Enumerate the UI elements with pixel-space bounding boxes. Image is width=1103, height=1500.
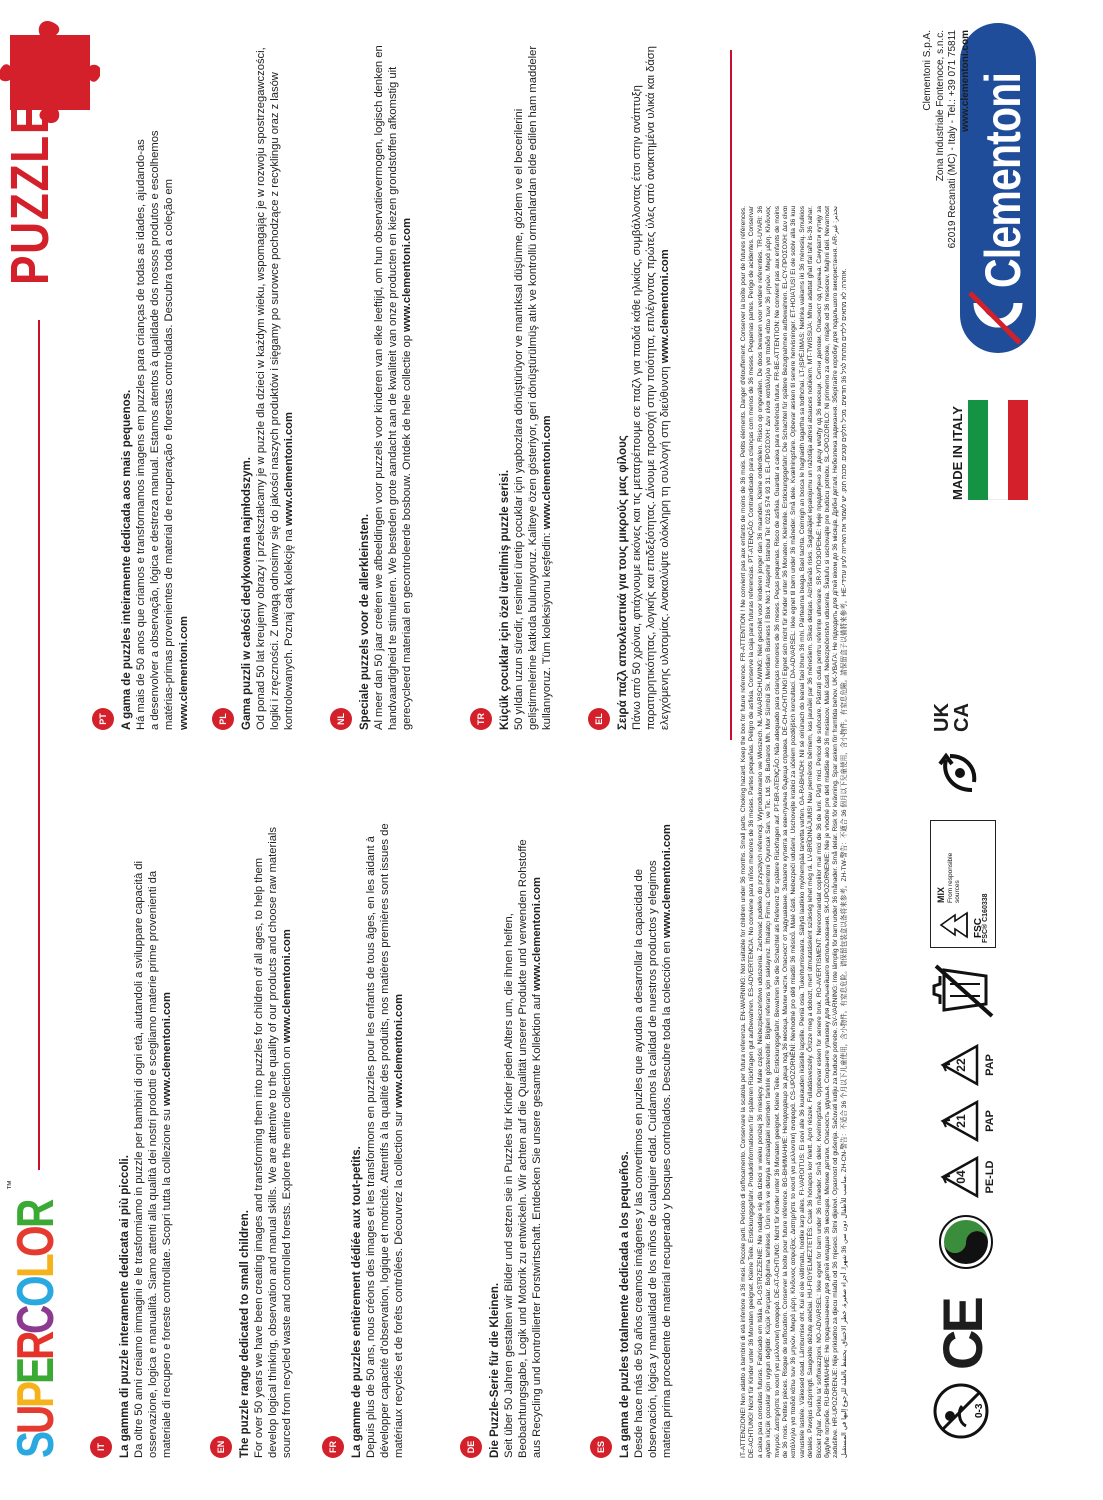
cta-en: Explore the entire collection on [281,1046,294,1200]
company-address-line1: Zona Industriale Fontenoce, s.n.c. [934,30,946,182]
lang-title-fr: La gamme de puzzles entièrement dédiée aux tout-petits. [351,1146,363,1458]
recycle-bin-icon [930,962,996,1022]
fsc-text: FSC [973,918,984,938]
company-address-line2: 62019 Recanati (MC) - Italy - Tel.: +39 071 75811 [947,30,958,249]
lang-body-en: For over 50 years we have been creating images and transforming them into puzzles for children of all ages, to help them develop logical thinking, observation and manual skills. We are attentive to the quality of our products and choose raw materials sourced from recycled waste and controlled forests. Explore the entire collection on www.clementoni.com [253,827,294,1458]
cta-it: Scopri tutta la collezione su [161,1109,174,1246]
cta-el: Ανακαλύψτε ολόκληρη τη συλλογή στη διεύθυνση [659,366,672,611]
puzzle-title: PUZZLE [0,102,60,285]
lang-body-nl: Al meer dan 50 jaar creëren we afbeeldingen voor puzzels voor kinderen van elke leeftijd, om hun observatievermogen, logisch denken en handvaardigheid te stimuleren. We besteden grote aandacht aan de kwaliteit van onze producten en kiezen grondstoffen afkomstig uit gerecycleerd materiaal en gecontroleerde bosbouw. Ontdek de hele collectie op www.clementoni.com [373,45,414,730]
lang-title-en: The puzzle range dedicated to small children. [239,1210,251,1458]
recycle-label-pe-ld: PE-LD [984,1160,996,1194]
fsc-label [930,820,996,948]
trademark-symbol: ™ [6,1180,17,1190]
cta-de: Entdecken Sie unsere gesamte Kollektion auf [531,994,544,1220]
ce-mark-icon [931,1280,994,1370]
safety-warnings: IT-ATTENZIONE! Non adatto a bambini di età inferiore a 36 mesi. Piccole parti. Pericolo di soffocamento. Conservare la scatola per futura referenza. EN-WARNING: Not suitable for children under 36 months. Small parts. Choking hazard. Keep the box for future reference. FR-ATTENTION ! Ne convient pas aux enfants de moins de 36 mois. Petits éléments. Danger d'étouffement. Conserver la boîte pour de futures références. DE-ACHTUNG! Nicht für Kinder unter 36 Monaten geeignet. Kleine Teile. Erstickungsgefahr. Produktinformationen für späteren Rückfragen gut aufbewahren. ES-ADVERTENCIA: No conviene para niños menores de 36 meses. Partes pequeñas. Peligro de asfixia. Conserve la caja para futuras referencias. PT-ATENÇÃO: Contraindicado para crianças com menos de 36 meses. Pequenas partes. Perigo de acidentes. Conservar a caixa para consultas futuras. Fabricado em Itália. PL-OSTRZEŻENIE: Nie nadaje się dla dzieci w wieku poniżej 36 miesięcy. Małe części. Niebezpieczeństwo uduszenia. Zachować pudełko do przyszłych referencji. Wyprodukowano we Włoszech. NL-WAARSCHUWING: Niet geschikt voor kinderen jonger dan 36 maanden. Kleine onderdelen. Risico op ongevallen. De doos bewaren voor verdere referenties. TR-UYARI: 36 aydan küçük çocuklar için uygun değildir. Küçük Parçalar. Boğulma tehlikesi. Ürün renk ve detayla ambalajdaki resimden farklılık gösterebilir. Bilgileri referans için saklayınız. İthalatçı Firma: Clementoni Oyuncak San. ve Tic. Ltd. Şti. Barbaros Mh. Mor Sümbül Sk. Meridian Business İ Blok No:1 Ataşehir İstanbul Tel: 0216 574 93 31. EL-ΠΡΟΣΟΧΗ: Δεν είναι κατάλληλο για παιδιά κάτω των 36 μηνών. Μικρά μέρη. Κίνδυνος πνιγμού. Διατηρήστε το κουτί για μελλοντική αναφορά. DE-AT-ACHTUNG: Nicht für Kinder unter 36 Monaten geeignet. Kleine Teile. Erstickungsgefahr. Bewahren Sie die Schachtel als Referenz für spätere Rückfragen auf. PT-BR-ATENÇÃO: Não adequado para crianças menores de 36 meses. Peças pequenas. Risco de asfixia. Guardar a caixa para referência futura. FR-BE-ATTENTION: Ne convient pas aux enfants de moins de 36 mois. Petites pièces. Risque de suffocation. Conserver la boîte pour future référence. BG-ВНИМАНИЕ: Неподходящо за деца под 36 месеца. Малки части. Опасност от задушаване. Запазете кутията за евентуална бъдеща справка. DE-CH-ACHTUNG! Eignet sich nicht für Kinder unter 36 Monaten. Kleinteile. Erstickungsgefahr. Die Schachtel für spätere Bezugnahmen aufbewahren. EL-CY-ΠΡΟΣΟΧΗ: Δεν είναι κατάλληλο για παιδιά κάτω των 36 μηνών. Μικρά μέρη. Κίνδυνος ασφυξίας. Διατηρήστε το κουτί για μελλοντική αναφορά. CS-UPOZORNĚNÍ: Nevhodné pro děti mladší 36 měsíců. Malé části. Nebezpečí udušení. Uschovejte krabici za účelem pozdějších konzultací. DA-ADVARSEL: Ikke egnet til børn under 36 måneder. Små dele. Kvælningsfare. Opbevar æsken til senere henvisninger. ET-HOIATUS! Ei ole sobiv alla 36 kuu vanustele lastele. Väikesed osad. Lämbumise oht. Kui ei ole vältimatu, hoidke karp alles. FI-VAROITUS: Ei sovi alle 36 kuukauden ikäisille lapsille. Pieniä osia. Tukehtumisvaara. Säilytä laatikko myöhempää tarvetta varten. GA-RABHADH: Níl sé oiriúnach do leanaí faoi bhun 36 mhí. Páirteanna beaga. Baol tachta. Coinnigh an bosca le haghaidh tagartha sa todhchaí. LT-ĮSPĖJIMAS: Netinka vaikams iki 36 mėnesių. Smulkios detalės. Pavojus užspringti. Saugokite dėžutę ateičiai. HU-FIGYELMEZTETÉS: Csak 36 hónapos kor felett. Apró részek. Fulladásveszély. Őrizze meg a dobozt, mert útmutatásként szükség lehet még rá. LV-BRĪDINĀJUMS! Nav piemērots bērniem, kas jaunāki par 36 mēnešiem. Sīkas detaļas. Aizrīšanās risks. Saglabājiet iepakojumu un ražotāja adresi atsauces nolūkiem. MT-TWISSIJA: Mhux adattat għal tfal taħt is-36 xahar. Biċċiet żgħar. Periklu ta' soffokazzjoni. NO-ADVARSEL: Ikke egnet for barn under 36 måneder. Små deler. Kvelningsfare. Oppbevar esken for senere bruk. RO-AVERTISMENT: Nerecomandat copiilor mai mici de 36 de luni. Părți mici. Pericol de sufocare. Păstrați cutia pentru referințe ulterioare. SR-УПОЗОРЕЊЕ: Није предвиђено за децу млађу од 36 месеци. Ситни делови. Опасност од гушења. Сачувати кутију за будуће потребе. RU-ВНИМАНИЕ: Не предназначено для детей младше 36 месяцев. Мелкие детали. Опасность удушья. Сохраните упаковку для дальнейшего использования. SK-UPOZORNENIE: Nie je vhodné pre deti mladšie ako 36 mesiacov. Malé časti. Nebezpečenstvo udusenia. Škatuľu si uschovajte pre budúcu potrebu. SL-OPOZORILO: Ni primerno za otroke, mlajše od 36 mesecev. Majhni deli. Nevarnost zadušitve. HR-UPOZORENJE: Nije prikladno za djecu mlađu od 36 mjeseci. Sitni dijelovi. Opasnost od gušenja. Sačuvati kutiju za buduće potrebe. SV-VARNING: Inte lämplig för barn under 36 månader. Små delar. Risk för kvävning. Spar asken för framtida behov. UK-УВАГА: Не підходить для дітей віком до 36 місяців. Дрібні деталі. Небезпека задихання. Зберігайте коробку для подальшого використання. AR-تحذير: غير مناسب للأطفال دون سن 36 شهرا. أجزاء صغيرة. خطر الاختناق. يحتفظ بالعلبة للرجوع إليها في المستقبل. ZH-CN-警告：不适合 36 个月以下儿童使用，含小物件。有窒息危险。请保留包装盒以备将来参考。ZH-TW-警告：不適合 36 個月以下兒童使用，含小物件。有窒息危險。請保留盒子以備將來參考。HE-אזהרה: לא מתאים לילדים מתחת לגיל 36 חודשים. מכיל חלקים קטנים. סכנת חנק. יש לשמור את האריזה לעיון עתידי. [740,206,848,1458]
made-in-italy: MADE IN ITALY [950,406,965,500]
lang-block-pt [92,130,210,730]
lang-body-tr: 50 yıldan uzun süredir, resimleri üretip çocuklar için yapbozlara dönüştürüyor ve mantıksal düşünme, gözlem ve el becerilerini geliştirmelerine katkıda bulunuyoruz. Kaliteye özen gösteriyor, geri dönüştürülmüş atık ve kontrollü ormanlardan elde edilen ham maddeler kullanıyoruz. Tüm koleksiyonu keşfedin: www.clementoni.com [513,45,554,730]
lang-title-it: La gamma di puzzle interamente dedicata ai più piccoli. [119,1155,131,1458]
lang-block-en [210,823,328,1458]
cta-es: Descubre toda la colección en [661,941,674,1092]
cta-nl: Ontdek de hele collectie op [401,335,414,471]
supercolor-letter: L [7,1253,65,1278]
warnings-rule [730,50,732,740]
age-label: 0-3 [974,1403,985,1418]
recycle-label-pap-21: PAP [984,1110,996,1132]
flag-stripe-red [1008,400,1028,500]
lang-title-pt: A gama de puzzles inteiramente dedicada aos mais pequenos. [121,389,133,730]
supercolor-letter: C [7,1305,65,1334]
green-dot-icon [938,1214,994,1270]
age-restriction-icon [932,1382,990,1440]
website-link-pl[interactable]: www.clementoni.com [283,412,296,527]
website-link-de[interactable]: www.clementoni.com [531,877,544,991]
lang-title-es: La gama de puzles totalmente dedicada a los pequeños. [619,1151,631,1458]
cta-fr: Découvrez la collection sur [393,1111,406,1245]
supercolor-letter: O [7,1226,65,1258]
supercolor-letter: R [7,1199,65,1228]
italy-flag-icon [968,400,1028,500]
lang-title-de: Die Puzzle-Serie für die Kleinen. [489,1282,501,1458]
company-address [922,30,972,260]
recycle-pe-ld [940,1154,1002,1200]
lang-badge-en: EN [210,1436,232,1458]
recycle-code-22: 22 [954,1058,968,1072]
lang-block-tr [470,40,580,730]
lang-body-it: Da oltre 50 anni creiamo immagini e le trasformiamo in puzzle per bambini di ogni età, aiutandoli a sviluppare capacità di osservazione, logica e manualità. Siamo attenti alla qualità dei nostri prodotti e scegliamo materie prime provenienti da materiale di recupero e foreste controllate. Scopri tutta la collezione su www.clementoni.com [133,861,174,1458]
cta-pl: Poznaj całą kolekcję na [283,529,296,647]
lang-body-pl: Od ponad 50 lat kreujemy obrazy i przekształcamy je w puzzle dla dzieci w każdym wieku, wspomagając je w rozwoju spostrzegawczości, logiki i zręczności. Z uwagą odnosimy się do jakości naszych produktów i sięgamy po surowce pochodzące z recyklingu oraz z lasów kontrolowanych. Poznaj całą kolekcję na www.clementoni.com [255,47,296,730]
fsc-code: FSC® C160338 [982,893,989,943]
lang-block-nl [330,40,448,730]
lang-badge-de: DE [460,1436,482,1458]
flag-stripe-white [988,399,1008,500]
lang-badge-fr: FR [322,1436,344,1458]
recycle-code-21: 21 [954,1114,968,1128]
lang-title-pl: Gama puzzli w całości dedykowana najmłodszym. [241,457,253,730]
supercolor-letter: R [7,1331,65,1361]
website-link-fr[interactable]: www.clementoni.com [393,993,406,1108]
website-link-pt[interactable]: www.clementoni.com [177,616,190,730]
supercolor-logo [6,1201,66,1458]
ukca-mark [932,690,974,732]
lang-body-el: Πάνω από 50 χρόνια, φτιάχνουμε εικόνες και τις μετατρέπουμε σε παζλ για παιδιά κάθε ηλικίας, συμβάλλοντας έτσι στην ανάπτυξη παρατηρητικότητας, λογικής και επιδεξιότητας. Δίνουμε προσοχή στην ποιότητα, επιλέγοντας πρώτες ύλες από ανακτημένα υλικά και δάση ελεγχόμενης υλοτομίας. Ανακαλύψτε ολόκληρη τη συλλογή στη διεύθυνση www.clementoni.com [631,46,672,730]
lang-body-fr: Depuis plus de 50 ans, nous créons des images et les transformons en puzzles pour les enfants de tous âges, en les aidant à développer capacité d'observation, logique et motricité. Attentifs à la qualité des produits, nos matières premières sont issues de matériaux recyclés et de forêts contrôlées. Découvrez la collection sur www.clementoni.com [365,823,406,1458]
lang-block-pl [212,40,322,730]
recycle-pap-22 [940,1042,1002,1088]
header-rule-left [38,320,40,1170]
lang-badge-tr: TR [470,708,492,730]
lang-title-el: Σειρά παζλ αποκλειστικά για τους μικρούς μας φίλους [617,435,629,730]
company-legal-name: Clementoni S.p.A. [922,30,933,111]
lang-body-es: Desde hace más de 50 años creamos imágenes y las convertimos en puzles que ayudan a desarrollar la capacidad de observación, lógica y manualidad de los niños de cualquier edad. Cuidamos la calidad de nuestros productos y elegimos materia prima procedente de material recuperado y bosques controlados. Descubre toda la colección en www.clementoni.com [633,824,674,1458]
lang-block-el [588,40,706,730]
lang-badge-es: ES [590,1436,612,1458]
lang-block-fr [322,823,440,1458]
lang-title-tr: Küçük çocuklar için özel üretilmiş puzzle serisi. [499,469,511,730]
website-link-en[interactable]: www.clementoni.com [281,929,294,1044]
supercolor-letter: O [7,1276,65,1308]
flag-stripe-green [968,400,988,500]
website-link-it[interactable]: www.clementoni.com [161,992,174,1106]
puzzle-piece-icon [0,10,100,130]
recycle-pap-21 [940,1098,1002,1144]
website-link-el[interactable]: www.clementoni.com [659,249,672,364]
cta-tr: Tüm koleksiyonu keşfedin: [541,532,554,665]
supercolor-letter: U [7,1405,65,1435]
ukca-top: UK [931,703,953,732]
cta-pt: Descubra toda a coleção em [163,179,176,322]
ce-mark-text: CE [931,1300,994,1370]
lang-badge-it: IT [90,1436,112,1458]
website-link-tr[interactable]: www.clementoni.com [541,415,554,530]
ukca-bottom: CA [951,703,973,732]
clementoni-wordmark: Clementoni [975,72,1031,288]
supercolor-letter: S [7,1431,65,1458]
supercolor-letter: P [7,1381,65,1408]
triman-icon [932,746,986,800]
lang-block-es [590,823,708,1458]
lang-badge-nl: NL [330,708,352,730]
lang-badge-pt: PT [92,708,114,730]
fsc-mix: MIX [936,886,946,903]
recycle-label-pap-22: PAP [984,1054,996,1076]
fsc-sources: From responsible sources [947,852,961,903]
lang-body-pt: Há mais de 50 anos que criamos e transformamos imagens em puzzles para crianças de todas as idades, ajudando-as a desenvolver a observação, lógica e destreza manual. Estamos atentos à qualidade dos nossos produtos e escolhemos matérias-primas provenientes de material de recuperação e florestas controladas. Descubra toda a coleção em www.clementoni.com [135,130,190,730]
lang-badge-pl: PL [212,708,234,730]
lang-block-it [90,823,208,1458]
lang-title-nl: Speciale puzzels voor de allerkleinsten. [359,513,371,730]
lang-badge-el: EL [588,708,610,730]
lang-block-de [460,823,578,1458]
website-link-es[interactable]: www.clementoni.com [661,824,674,939]
company-website[interactable]: www.clementoni.com [959,30,971,132]
recycle-code-04: 04 [954,1170,968,1184]
website-link-nl[interactable]: www.clementoni.com [401,217,414,332]
lang-body-de: Seit über 50 Jahren gestalten wir Bilder und setzen sie in Puzzles für Kinder jeden Alters um, die ihnen helfen, Beobachtungsgabe, Logik und Motorik zu entwickeln. Wir achten auf die Qualität unserer Produkte und verwenden Rohstoffe aus Recycling und kontrollierter Forstwirtschaft. Entdecken Sie unsere gesamte Kollektion auf www.clementoni.com [503,839,544,1458]
supercolor-letter: E [7,1357,65,1385]
